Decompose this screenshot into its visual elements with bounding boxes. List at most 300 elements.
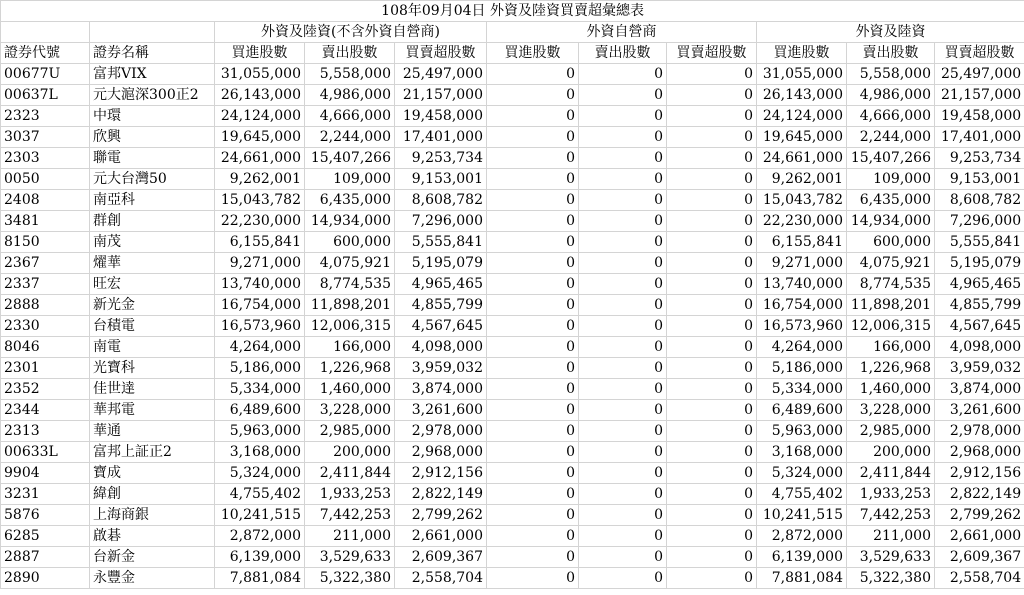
stock-code-cell[interactable]: 3037 [1, 127, 90, 148]
number-cell[interactable]: 0 [579, 211, 667, 232]
number-cell[interactable]: 5,186,000 [757, 358, 847, 379]
title-row [1, 1, 1024, 22]
number-cell[interactable]: 0 [667, 127, 757, 148]
column-header[interactable]: 賣出股數 [579, 43, 667, 64]
number-cell[interactable]: 2,558,704 [935, 568, 1024, 589]
number-cell[interactable]: 0 [579, 358, 667, 379]
number-cell[interactable]: 5,195,079 [935, 253, 1024, 274]
number-cell[interactable]: 109,000 [847, 169, 935, 190]
number-cell[interactable]: 0 [487, 190, 579, 211]
number-cell[interactable]: 5,963,000 [215, 421, 305, 442]
number-cell[interactable]: 26,143,000 [215, 85, 305, 106]
number-cell[interactable]: 4,965,465 [935, 274, 1024, 295]
number-cell[interactable]: 19,645,000 [757, 127, 847, 148]
stock-name-cell[interactable]: 南電 [90, 337, 215, 358]
number-cell[interactable]: 4,755,402 [757, 484, 847, 505]
number-cell[interactable]: 9,153,001 [935, 169, 1024, 190]
number-cell[interactable]: 0 [487, 442, 579, 463]
stock-name-cell[interactable]: 南茂 [90, 232, 215, 253]
number-cell[interactable]: 5,334,000 [215, 379, 305, 400]
number-cell[interactable]: 5,186,000 [215, 358, 305, 379]
number-cell[interactable]: 0 [579, 64, 667, 85]
stock-name-cell[interactable]: 華邦電 [90, 400, 215, 421]
table-row [1, 337, 1024, 358]
number-cell[interactable]: 0 [667, 169, 757, 190]
number-cell[interactable]: 2,799,262 [935, 505, 1024, 526]
number-cell[interactable]: 24,661,000 [215, 148, 305, 169]
number-cell[interactable]: 2,968,000 [395, 442, 487, 463]
number-cell[interactable]: 0 [667, 526, 757, 547]
stock-name-cell[interactable]: 富邦VIX [90, 64, 215, 85]
number-cell[interactable]: 0 [487, 463, 579, 484]
number-cell[interactable]: 2,661,000 [935, 526, 1024, 547]
number-cell[interactable]: 3,168,000 [757, 442, 847, 463]
number-cell[interactable]: 0 [667, 337, 757, 358]
column-header[interactable]: 買賣超股數 [935, 43, 1024, 64]
number-cell[interactable]: 0 [579, 253, 667, 274]
number-cell[interactable]: 4,965,465 [395, 274, 487, 295]
number-cell[interactable]: 2,985,000 [305, 421, 395, 442]
number-cell[interactable]: 15,407,266 [847, 148, 935, 169]
column-header[interactable]: 買進股數 [215, 43, 305, 64]
number-cell[interactable]: 17,401,000 [935, 127, 1024, 148]
number-cell[interactable]: 12,006,315 [847, 316, 935, 337]
number-cell[interactable]: 12,006,315 [305, 316, 395, 337]
number-cell[interactable]: 0 [579, 232, 667, 253]
number-cell[interactable]: 600,000 [305, 232, 395, 253]
stock-name-cell[interactable]: 旺宏 [90, 274, 215, 295]
number-cell[interactable]: 211,000 [847, 526, 935, 547]
stock-code-cell[interactable]: 2323 [1, 106, 90, 127]
number-cell[interactable]: 0 [667, 547, 757, 568]
number-cell[interactable]: 0 [487, 64, 579, 85]
stock-name-cell[interactable]: 台新金 [90, 547, 215, 568]
number-cell[interactable]: 0 [667, 85, 757, 106]
number-cell[interactable]: 0 [579, 337, 667, 358]
number-cell[interactable]: 24,124,000 [757, 106, 847, 127]
number-cell[interactable]: 0 [487, 316, 579, 337]
number-cell[interactable]: 0 [579, 148, 667, 169]
stock-code-cell[interactable]: 2301 [1, 358, 90, 379]
stock-name-cell[interactable]: 寶成 [90, 463, 215, 484]
number-cell[interactable]: 4,075,921 [305, 253, 395, 274]
number-cell[interactable]: 4,098,000 [935, 337, 1024, 358]
stock-name-cell[interactable]: 台積電 [90, 316, 215, 337]
number-cell[interactable]: 24,661,000 [757, 148, 847, 169]
number-cell[interactable]: 3,959,032 [935, 358, 1024, 379]
stock-name-cell[interactable]: 聯電 [90, 148, 215, 169]
number-cell[interactable]: 0 [667, 568, 757, 589]
stock-name-cell[interactable]: 新光金 [90, 295, 215, 316]
number-cell[interactable]: 0 [487, 568, 579, 589]
number-cell[interactable]: 0 [487, 253, 579, 274]
stock-name-cell[interactable]: 元大台灣50 [90, 169, 215, 190]
number-cell[interactable]: 8,774,535 [305, 274, 395, 295]
number-cell[interactable]: 8,608,782 [935, 190, 1024, 211]
number-cell[interactable]: 0 [579, 274, 667, 295]
number-cell[interactable]: 15,407,266 [305, 148, 395, 169]
stock-name-cell[interactable]: 富邦上証正2 [90, 442, 215, 463]
number-cell[interactable]: 1,933,253 [305, 484, 395, 505]
stock-name-cell[interactable]: 光寶科 [90, 358, 215, 379]
number-cell[interactable]: 7,442,253 [305, 505, 395, 526]
number-cell[interactable]: 2,799,262 [395, 505, 487, 526]
number-cell[interactable]: 3,261,600 [395, 400, 487, 421]
number-cell[interactable]: 0 [667, 274, 757, 295]
number-cell[interactable]: 0 [667, 316, 757, 337]
stock-name-cell[interactable]: 啟碁 [90, 526, 215, 547]
number-cell[interactable]: 5,558,000 [305, 64, 395, 85]
stock-name-cell[interactable]: 永豐金 [90, 568, 215, 589]
number-cell[interactable]: 2,609,367 [395, 547, 487, 568]
number-cell[interactable]: 4,855,799 [935, 295, 1024, 316]
number-cell[interactable]: 0 [579, 169, 667, 190]
number-cell[interactable]: 6,435,000 [847, 190, 935, 211]
number-cell[interactable]: 0 [579, 400, 667, 421]
number-cell[interactable]: 0 [667, 484, 757, 505]
number-cell[interactable]: 3,168,000 [215, 442, 305, 463]
number-cell[interactable]: 166,000 [305, 337, 395, 358]
number-cell[interactable]: 1,460,000 [847, 379, 935, 400]
number-cell[interactable]: 15,043,782 [757, 190, 847, 211]
number-cell[interactable]: 2,872,000 [215, 526, 305, 547]
number-cell[interactable]: 0 [667, 253, 757, 274]
number-cell[interactable]: 0 [487, 169, 579, 190]
stock-code-cell[interactable]: 0050 [1, 169, 90, 190]
number-cell[interactable]: 3,874,000 [935, 379, 1024, 400]
number-cell[interactable]: 2,912,156 [395, 463, 487, 484]
stock-code-cell[interactable]: 3231 [1, 484, 90, 505]
number-cell[interactable]: 2,558,704 [395, 568, 487, 589]
number-cell[interactable]: 8,608,782 [395, 190, 487, 211]
number-cell[interactable]: 0 [667, 211, 757, 232]
stock-code-cell[interactable]: 8150 [1, 232, 90, 253]
number-cell[interactable]: 6,139,000 [215, 547, 305, 568]
number-cell[interactable]: 0 [487, 85, 579, 106]
number-cell[interactable]: 9,253,734 [395, 148, 487, 169]
stock-code-cell[interactable]: 5876 [1, 505, 90, 526]
stock-code-cell[interactable]: 9904 [1, 463, 90, 484]
number-cell[interactable]: 2,978,000 [935, 421, 1024, 442]
number-cell[interactable]: 5,324,000 [757, 463, 847, 484]
number-cell[interactable]: 2,661,000 [395, 526, 487, 547]
stock-name-cell[interactable]: 燿華 [90, 253, 215, 274]
number-cell[interactable]: 6,489,600 [757, 400, 847, 421]
number-cell[interactable]: 0 [487, 505, 579, 526]
number-cell[interactable]: 4,666,000 [305, 106, 395, 127]
number-cell[interactable]: 4,855,799 [395, 295, 487, 316]
number-cell[interactable]: 19,645,000 [215, 127, 305, 148]
number-cell[interactable]: 21,157,000 [935, 85, 1024, 106]
stock-code-cell[interactable]: 2367 [1, 253, 90, 274]
number-cell[interactable]: 0 [579, 526, 667, 547]
number-cell[interactable]: 9,271,000 [215, 253, 305, 274]
number-cell[interactable]: 109,000 [305, 169, 395, 190]
column-header[interactable]: 買賣超股數 [667, 43, 757, 64]
number-cell[interactable]: 5,322,380 [305, 568, 395, 589]
number-cell[interactable]: 200,000 [847, 442, 935, 463]
number-cell[interactable]: 2,985,000 [847, 421, 935, 442]
number-cell[interactable]: 2,822,149 [935, 484, 1024, 505]
number-cell[interactable]: 4,986,000 [847, 85, 935, 106]
stock-code-cell[interactable]: 2408 [1, 190, 90, 211]
number-cell[interactable]: 0 [487, 232, 579, 253]
number-cell[interactable]: 3,228,000 [847, 400, 935, 421]
number-cell[interactable]: 1,933,253 [847, 484, 935, 505]
number-cell[interactable]: 211,000 [305, 526, 395, 547]
stock-code-cell[interactable]: 6285 [1, 526, 90, 547]
number-cell[interactable]: 26,143,000 [757, 85, 847, 106]
column-header[interactable]: 買進股數 [487, 43, 579, 64]
number-cell[interactable]: 5,558,000 [847, 64, 935, 85]
number-cell[interactable]: 0 [487, 337, 579, 358]
stock-code-cell[interactable]: 3481 [1, 211, 90, 232]
number-cell[interactable]: 0 [579, 127, 667, 148]
number-cell[interactable]: 0 [579, 106, 667, 127]
stock-code-cell[interactable]: 2330 [1, 316, 90, 337]
number-cell[interactable]: 2,244,000 [847, 127, 935, 148]
stock-code-cell[interactable]: 00633L [1, 442, 90, 463]
number-cell[interactable]: 0 [487, 484, 579, 505]
number-cell[interactable]: 4,075,921 [847, 253, 935, 274]
stock-code-cell[interactable]: 2337 [1, 274, 90, 295]
number-cell[interactable]: 2,411,844 [847, 463, 935, 484]
number-cell[interactable]: 4,567,645 [935, 316, 1024, 337]
number-cell[interactable]: 0 [487, 526, 579, 547]
number-cell[interactable]: 3,261,600 [935, 400, 1024, 421]
number-cell[interactable]: 5,324,000 [215, 463, 305, 484]
number-cell[interactable]: 16,573,960 [215, 316, 305, 337]
number-cell[interactable]: 31,055,000 [757, 64, 847, 85]
number-cell[interactable]: 4,567,645 [395, 316, 487, 337]
number-cell[interactable]: 14,934,000 [305, 211, 395, 232]
number-cell[interactable]: 0 [487, 379, 579, 400]
number-cell[interactable]: 5,195,079 [395, 253, 487, 274]
stock-name-cell[interactable]: 佳世達 [90, 379, 215, 400]
number-cell[interactable]: 3,874,000 [395, 379, 487, 400]
number-cell[interactable]: 0 [579, 190, 667, 211]
number-cell[interactable]: 6,435,000 [305, 190, 395, 211]
number-cell[interactable]: 5,334,000 [757, 379, 847, 400]
number-cell[interactable]: 14,934,000 [847, 211, 935, 232]
number-cell[interactable]: 0 [579, 85, 667, 106]
number-cell[interactable]: 13,740,000 [757, 274, 847, 295]
number-cell[interactable]: 0 [667, 463, 757, 484]
column-header-row [1, 43, 1024, 64]
number-cell[interactable]: 7,442,253 [847, 505, 935, 526]
number-cell[interactable]: 200,000 [305, 442, 395, 463]
number-cell[interactable]: 0 [579, 547, 667, 568]
number-cell[interactable]: 0 [487, 106, 579, 127]
stock-code-cell[interactable]: 2888 [1, 295, 90, 316]
number-cell[interactable]: 4,666,000 [847, 106, 935, 127]
number-cell[interactable]: 16,754,000 [215, 295, 305, 316]
blank-cell[interactable] [1, 22, 90, 43]
report-title[interactable]: 108年09月04日 外資及陸資買賣超彙總表 [1, 1, 1024, 22]
number-cell[interactable]: 9,262,001 [757, 169, 847, 190]
column-header[interactable]: 買賣超股數 [395, 43, 487, 64]
number-cell[interactable]: 9,153,001 [395, 169, 487, 190]
number-cell[interactable]: 19,458,000 [395, 106, 487, 127]
number-cell[interactable]: 17,401,000 [395, 127, 487, 148]
number-cell[interactable]: 10,241,515 [215, 505, 305, 526]
number-cell[interactable]: 5,555,841 [395, 232, 487, 253]
number-cell[interactable]: 2,411,844 [305, 463, 395, 484]
number-cell[interactable]: 0 [579, 484, 667, 505]
number-cell[interactable]: 0 [487, 400, 579, 421]
number-cell[interactable]: 22,230,000 [215, 211, 305, 232]
number-cell[interactable]: 24,124,000 [215, 106, 305, 127]
number-cell[interactable]: 2,244,000 [305, 127, 395, 148]
number-cell[interactable]: 0 [667, 190, 757, 211]
number-cell[interactable]: 8,774,535 [847, 274, 935, 295]
number-cell[interactable]: 0 [487, 421, 579, 442]
stock-name-cell[interactable]: 南亞科 [90, 190, 215, 211]
number-cell[interactable]: 0 [487, 148, 579, 169]
group-foreign-total[interactable]: 外資及陸資 [757, 22, 1024, 43]
number-cell[interactable]: 25,497,000 [935, 64, 1024, 85]
table-row [1, 358, 1024, 379]
number-cell[interactable]: 3,228,000 [305, 400, 395, 421]
column-header[interactable]: 賣出股數 [847, 43, 935, 64]
number-cell[interactable]: 0 [667, 295, 757, 316]
stock-code-cell[interactable]: 8046 [1, 337, 90, 358]
number-cell[interactable]: 2,978,000 [395, 421, 487, 442]
number-cell[interactable]: 0 [667, 505, 757, 526]
stock-name-cell[interactable]: 元大滬深300正2 [90, 85, 215, 106]
number-cell[interactable]: 5,322,380 [847, 568, 935, 589]
number-cell[interactable]: 31,055,000 [215, 64, 305, 85]
number-cell[interactable]: 0 [667, 442, 757, 463]
number-cell[interactable]: 7,296,000 [395, 211, 487, 232]
number-cell[interactable]: 3,959,032 [395, 358, 487, 379]
number-cell[interactable]: 7,881,084 [215, 568, 305, 589]
table-row [1, 463, 1024, 484]
column-header[interactable]: 證券名稱 [90, 43, 215, 64]
number-cell[interactable]: 2,968,000 [935, 442, 1024, 463]
number-cell[interactable]: 6,155,841 [757, 232, 847, 253]
number-cell[interactable]: 0 [667, 148, 757, 169]
number-cell[interactable]: 3,529,633 [847, 547, 935, 568]
number-cell[interactable]: 2,872,000 [757, 526, 847, 547]
number-cell[interactable]: 0 [579, 463, 667, 484]
number-cell[interactable]: 1,226,968 [305, 358, 395, 379]
number-cell[interactable]: 0 [579, 295, 667, 316]
number-cell[interactable]: 9,271,000 [757, 253, 847, 274]
number-cell[interactable]: 4,098,000 [395, 337, 487, 358]
number-cell[interactable]: 0 [667, 421, 757, 442]
stock-code-cell[interactable]: 00677U [1, 64, 90, 85]
number-cell[interactable]: 16,754,000 [757, 295, 847, 316]
number-cell[interactable]: 0 [579, 568, 667, 589]
number-cell[interactable]: 0 [667, 400, 757, 421]
column-header[interactable]: 賣出股數 [305, 43, 395, 64]
number-cell[interactable]: 0 [579, 505, 667, 526]
column-header[interactable]: 買進股數 [757, 43, 847, 64]
number-cell[interactable]: 0 [667, 358, 757, 379]
number-cell[interactable]: 0 [667, 106, 757, 127]
stock-name-cell[interactable]: 欣興 [90, 127, 215, 148]
stock-name-cell[interactable]: 上海商銀 [90, 505, 215, 526]
number-cell[interactable]: 9,253,734 [935, 148, 1024, 169]
number-cell[interactable]: 21,157,000 [395, 85, 487, 106]
number-cell[interactable]: 600,000 [847, 232, 935, 253]
number-cell[interactable]: 5,555,841 [935, 232, 1024, 253]
number-cell[interactable]: 0 [487, 211, 579, 232]
number-cell[interactable]: 3,529,633 [305, 547, 395, 568]
number-cell[interactable]: 0 [579, 379, 667, 400]
number-cell[interactable]: 25,497,000 [395, 64, 487, 85]
number-cell[interactable]: 0 [487, 358, 579, 379]
blank-cell[interactable] [90, 22, 215, 43]
stock-code-cell[interactable]: 2887 [1, 547, 90, 568]
number-cell[interactable]: 6,489,600 [215, 400, 305, 421]
stock-code-cell[interactable]: 2352 [1, 379, 90, 400]
number-cell[interactable]: 0 [667, 64, 757, 85]
number-cell[interactable]: 16,573,960 [757, 316, 847, 337]
number-cell[interactable]: 22,230,000 [757, 211, 847, 232]
table-row [1, 232, 1024, 253]
stock-name-cell[interactable]: 群創 [90, 211, 215, 232]
number-cell[interactable]: 19,458,000 [935, 106, 1024, 127]
number-cell[interactable]: 4,755,402 [215, 484, 305, 505]
number-cell[interactable]: 7,881,084 [757, 568, 847, 589]
group-foreign-excl-dealers[interactable]: 外資及陸資(不含外資自營商) [215, 22, 487, 43]
number-cell[interactable]: 0 [487, 547, 579, 568]
stock-name-cell[interactable]: 中環 [90, 106, 215, 127]
stock-code-cell[interactable]: 2313 [1, 421, 90, 442]
number-cell[interactable]: 6,139,000 [757, 547, 847, 568]
number-cell[interactable]: 0 [487, 127, 579, 148]
number-cell[interactable]: 7,296,000 [935, 211, 1024, 232]
stock-name-cell[interactable]: 華通 [90, 421, 215, 442]
number-cell[interactable]: 10,241,515 [757, 505, 847, 526]
number-cell[interactable]: 166,000 [847, 337, 935, 358]
number-cell[interactable]: 15,043,782 [215, 190, 305, 211]
number-cell[interactable]: 0 [487, 274, 579, 295]
stock-code-cell[interactable]: 2344 [1, 400, 90, 421]
table-row [1, 442, 1024, 463]
number-cell[interactable]: 0 [667, 232, 757, 253]
number-cell[interactable]: 1,226,968 [847, 358, 935, 379]
number-cell[interactable]: 9,262,001 [215, 169, 305, 190]
stock-code-cell[interactable]: 2303 [1, 148, 90, 169]
column-header[interactable]: 證券代號 [1, 43, 90, 64]
stock-name-cell[interactable]: 緯創 [90, 484, 215, 505]
number-cell[interactable]: 0 [667, 379, 757, 400]
number-cell[interactable]: 0 [579, 316, 667, 337]
number-cell[interactable]: 4,264,000 [757, 337, 847, 358]
number-cell[interactable]: 2,822,149 [395, 484, 487, 505]
number-cell[interactable]: 0 [579, 442, 667, 463]
table-row [1, 316, 1024, 337]
number-cell[interactable]: 11,898,201 [847, 295, 935, 316]
number-cell[interactable]: 5,963,000 [757, 421, 847, 442]
number-cell[interactable]: 0 [487, 295, 579, 316]
stock-code-cell[interactable]: 2890 [1, 568, 90, 589]
stock-code-cell[interactable]: 00637L [1, 85, 90, 106]
number-cell[interactable]: 6,155,841 [215, 232, 305, 253]
number-cell[interactable]: 13,740,000 [215, 274, 305, 295]
number-cell[interactable]: 4,264,000 [215, 337, 305, 358]
group-foreign-dealers[interactable]: 外資自營商 [487, 22, 757, 43]
number-cell[interactable]: 2,609,367 [935, 547, 1024, 568]
number-cell[interactable]: 11,898,201 [305, 295, 395, 316]
number-cell[interactable]: 0 [579, 421, 667, 442]
number-cell[interactable]: 2,912,156 [935, 463, 1024, 484]
number-cell[interactable]: 4,986,000 [305, 85, 395, 106]
number-cell[interactable]: 1,460,000 [305, 379, 395, 400]
